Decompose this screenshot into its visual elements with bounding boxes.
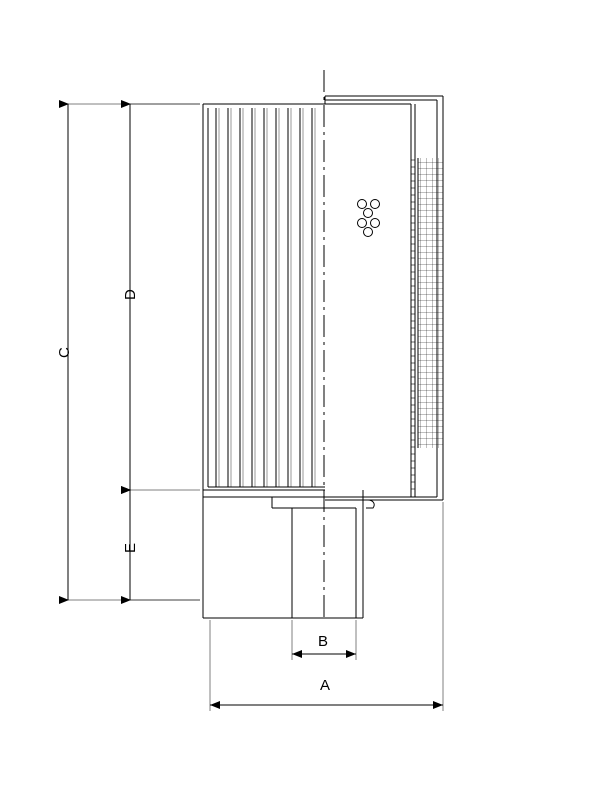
dimension-label-C: C [56,347,73,358]
dimension-label-E: E [122,542,139,553]
perforated-screen [411,104,443,497]
pleated-filter-media [216,108,312,487]
pleat-shading [219,108,315,487]
dimension-label-D: D [122,289,139,300]
filter-body-outline [203,96,443,500]
end-cap-outline [203,490,363,618]
top-flange-lines [325,96,437,104]
hole-pattern [358,200,380,237]
spigot-outline [272,497,374,618]
dimension-label-B: B [318,633,329,650]
dimension-label-A: A [320,677,331,694]
